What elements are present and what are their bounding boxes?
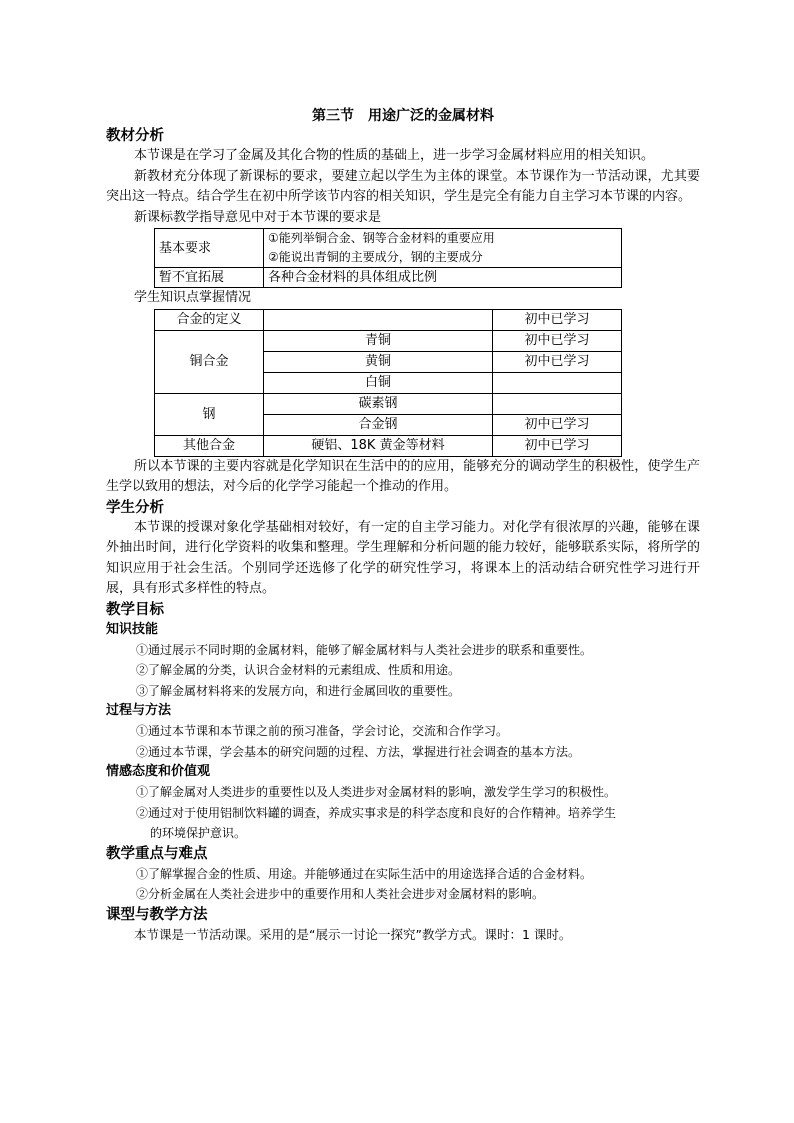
table-cell: 白铜 xyxy=(264,372,493,393)
section-heading-textbook-analysis: 教材分析 xyxy=(106,127,164,144)
knowledge-table xyxy=(154,309,622,457)
page-title: 第三节 用途广泛的金属材料 xyxy=(312,108,494,124)
list-item: ①通过展示不同时期的金属材料，能够了解金属材料与人类社会进步的联系和重要性。 xyxy=(136,642,593,657)
table-cell xyxy=(493,393,622,414)
list-item-line: ②通过对于使用铝制饮料罐的调查，养成实事求是的科学态度和良好的合作精神。培养学生 xyxy=(136,805,617,820)
section-heading-teaching-goals: 教学目标 xyxy=(106,600,164,618)
table-cell: 铜合金 xyxy=(155,330,264,393)
document-page xyxy=(106,106,700,945)
req-line: ②能说出青铜的主要成分，钢的主要成分 xyxy=(268,250,483,264)
section-heading-key-points: 教学重点与难点 xyxy=(106,844,208,862)
subheading-attitudes-values: 情感态度和价值观 xyxy=(106,764,211,779)
table-cell: 初中已学习 xyxy=(493,351,622,372)
paragraph: 本节课的授课对象化学基础相对较好，有一定的自主学习能力。对化学有很浓厚的兴趣，能够在课外抽出时间，进行化学资料的收集和整理。学生理解和分析问题的能力较好，能够联系实际，将所学的知识应用于社会生活。个别同学还选修了化学的研究性学习，将课本上的活动结合研究性学习进行开展，具有形式多样性的特点。 xyxy=(106,519,700,596)
table-cell: 钢 xyxy=(155,393,264,435)
table-cell xyxy=(264,229,622,268)
table-cell: 合金的定义 xyxy=(155,309,264,330)
list-item: ②分析金属在人类社会进步中的重要作用和人类社会进步对金属材料的影响。 xyxy=(136,887,545,901)
paragraph: 所以本节课的主要内容就是化学知识在生活中的的应用，能够充分的调动学生的积极性，使学生产生学以致用的想法，对今后的化学学习能起一个推动的作用。 xyxy=(106,458,700,494)
table-cell: 合金钢 xyxy=(264,414,493,435)
list-item: ①了解金属对人类进步的重要性以及人类进步对金属材料的影响，激发学生学习的积极性。 xyxy=(136,785,617,799)
table-cell xyxy=(493,372,622,393)
table-cell: 基本要求 xyxy=(155,229,264,268)
section-heading-student-analysis: 学生分析 xyxy=(106,498,164,516)
paragraph: 新教材充分体现了新课标的要求，要建立起以学生为主体的课堂。本节课作为一节活动课，尤其要突出这一特点。结合学生在初中所学该节内容的相关知识，学生是完全有能力自主学习本节课的内容。 xyxy=(106,168,700,204)
subheading-process-methods: 过程与方法 xyxy=(106,703,172,718)
list-item: ③了解金属材料将来的发展方向，和进行金属回收的重要性。 xyxy=(136,683,461,698)
table-cell: 青铜 xyxy=(264,330,493,351)
table-cell: 暂不宜拓展 xyxy=(155,268,264,288)
paragraph: 本节课是一节活动课。采用的是“展示一讨论一探究”教学方式。课时：1 课时。 xyxy=(134,926,572,942)
table-cell: 初中已学习 xyxy=(493,435,622,456)
table-cell: 初中已学习 xyxy=(493,330,622,351)
table-cell: 碳素钢 xyxy=(264,393,493,414)
list-item: ②了解金属的分类，认识合金材料的元素组成、性质和用途。 xyxy=(136,663,461,677)
req-line: ①能列举铜合金、钢等合金材料的重要应用 xyxy=(268,231,495,245)
table-cell xyxy=(264,309,493,330)
table-cell: 初中已学习 xyxy=(493,414,622,435)
table-cell: 各种合金材料的具体组成比例 xyxy=(264,268,622,288)
list-item-line: 的环境保护意识。 xyxy=(150,826,247,840)
table-cell: 硬铝、18K 黄金等材料 xyxy=(264,435,493,456)
paragraph: 本节课是在学习了金属及其化合物的性质的基础上，进一步学习金属材料应用的相关知识。 xyxy=(134,148,655,163)
list-item: ②通过本节课，学会基本的研究问题的过程、方法，掌握进行社会调查的基本方法。 xyxy=(136,744,581,759)
subheading-knowledge-skills: 知识技能 xyxy=(106,621,159,637)
list-item: ①通过本节课和本节课之前的预习准备，学会讨论，交流和合作学习。 xyxy=(136,724,509,738)
paragraph: 新课标教学指导意见中对于本节课的要求是 xyxy=(134,209,382,225)
requirements-table xyxy=(154,228,622,288)
section-heading-lesson-type: 课型与教学方法 xyxy=(106,905,208,923)
paragraph: 学生知识点掌握情况 xyxy=(134,290,252,305)
list-item xyxy=(106,803,700,844)
table-cell: 黄铜 xyxy=(264,351,493,372)
list-item: ①了解掌握合金的性质、用途。并能够通过在实际生活中的用途选择合适的合金材料。 xyxy=(136,866,593,881)
table-cell: 其他合金 xyxy=(155,435,264,456)
table-cell: 初中已学习 xyxy=(493,309,622,330)
